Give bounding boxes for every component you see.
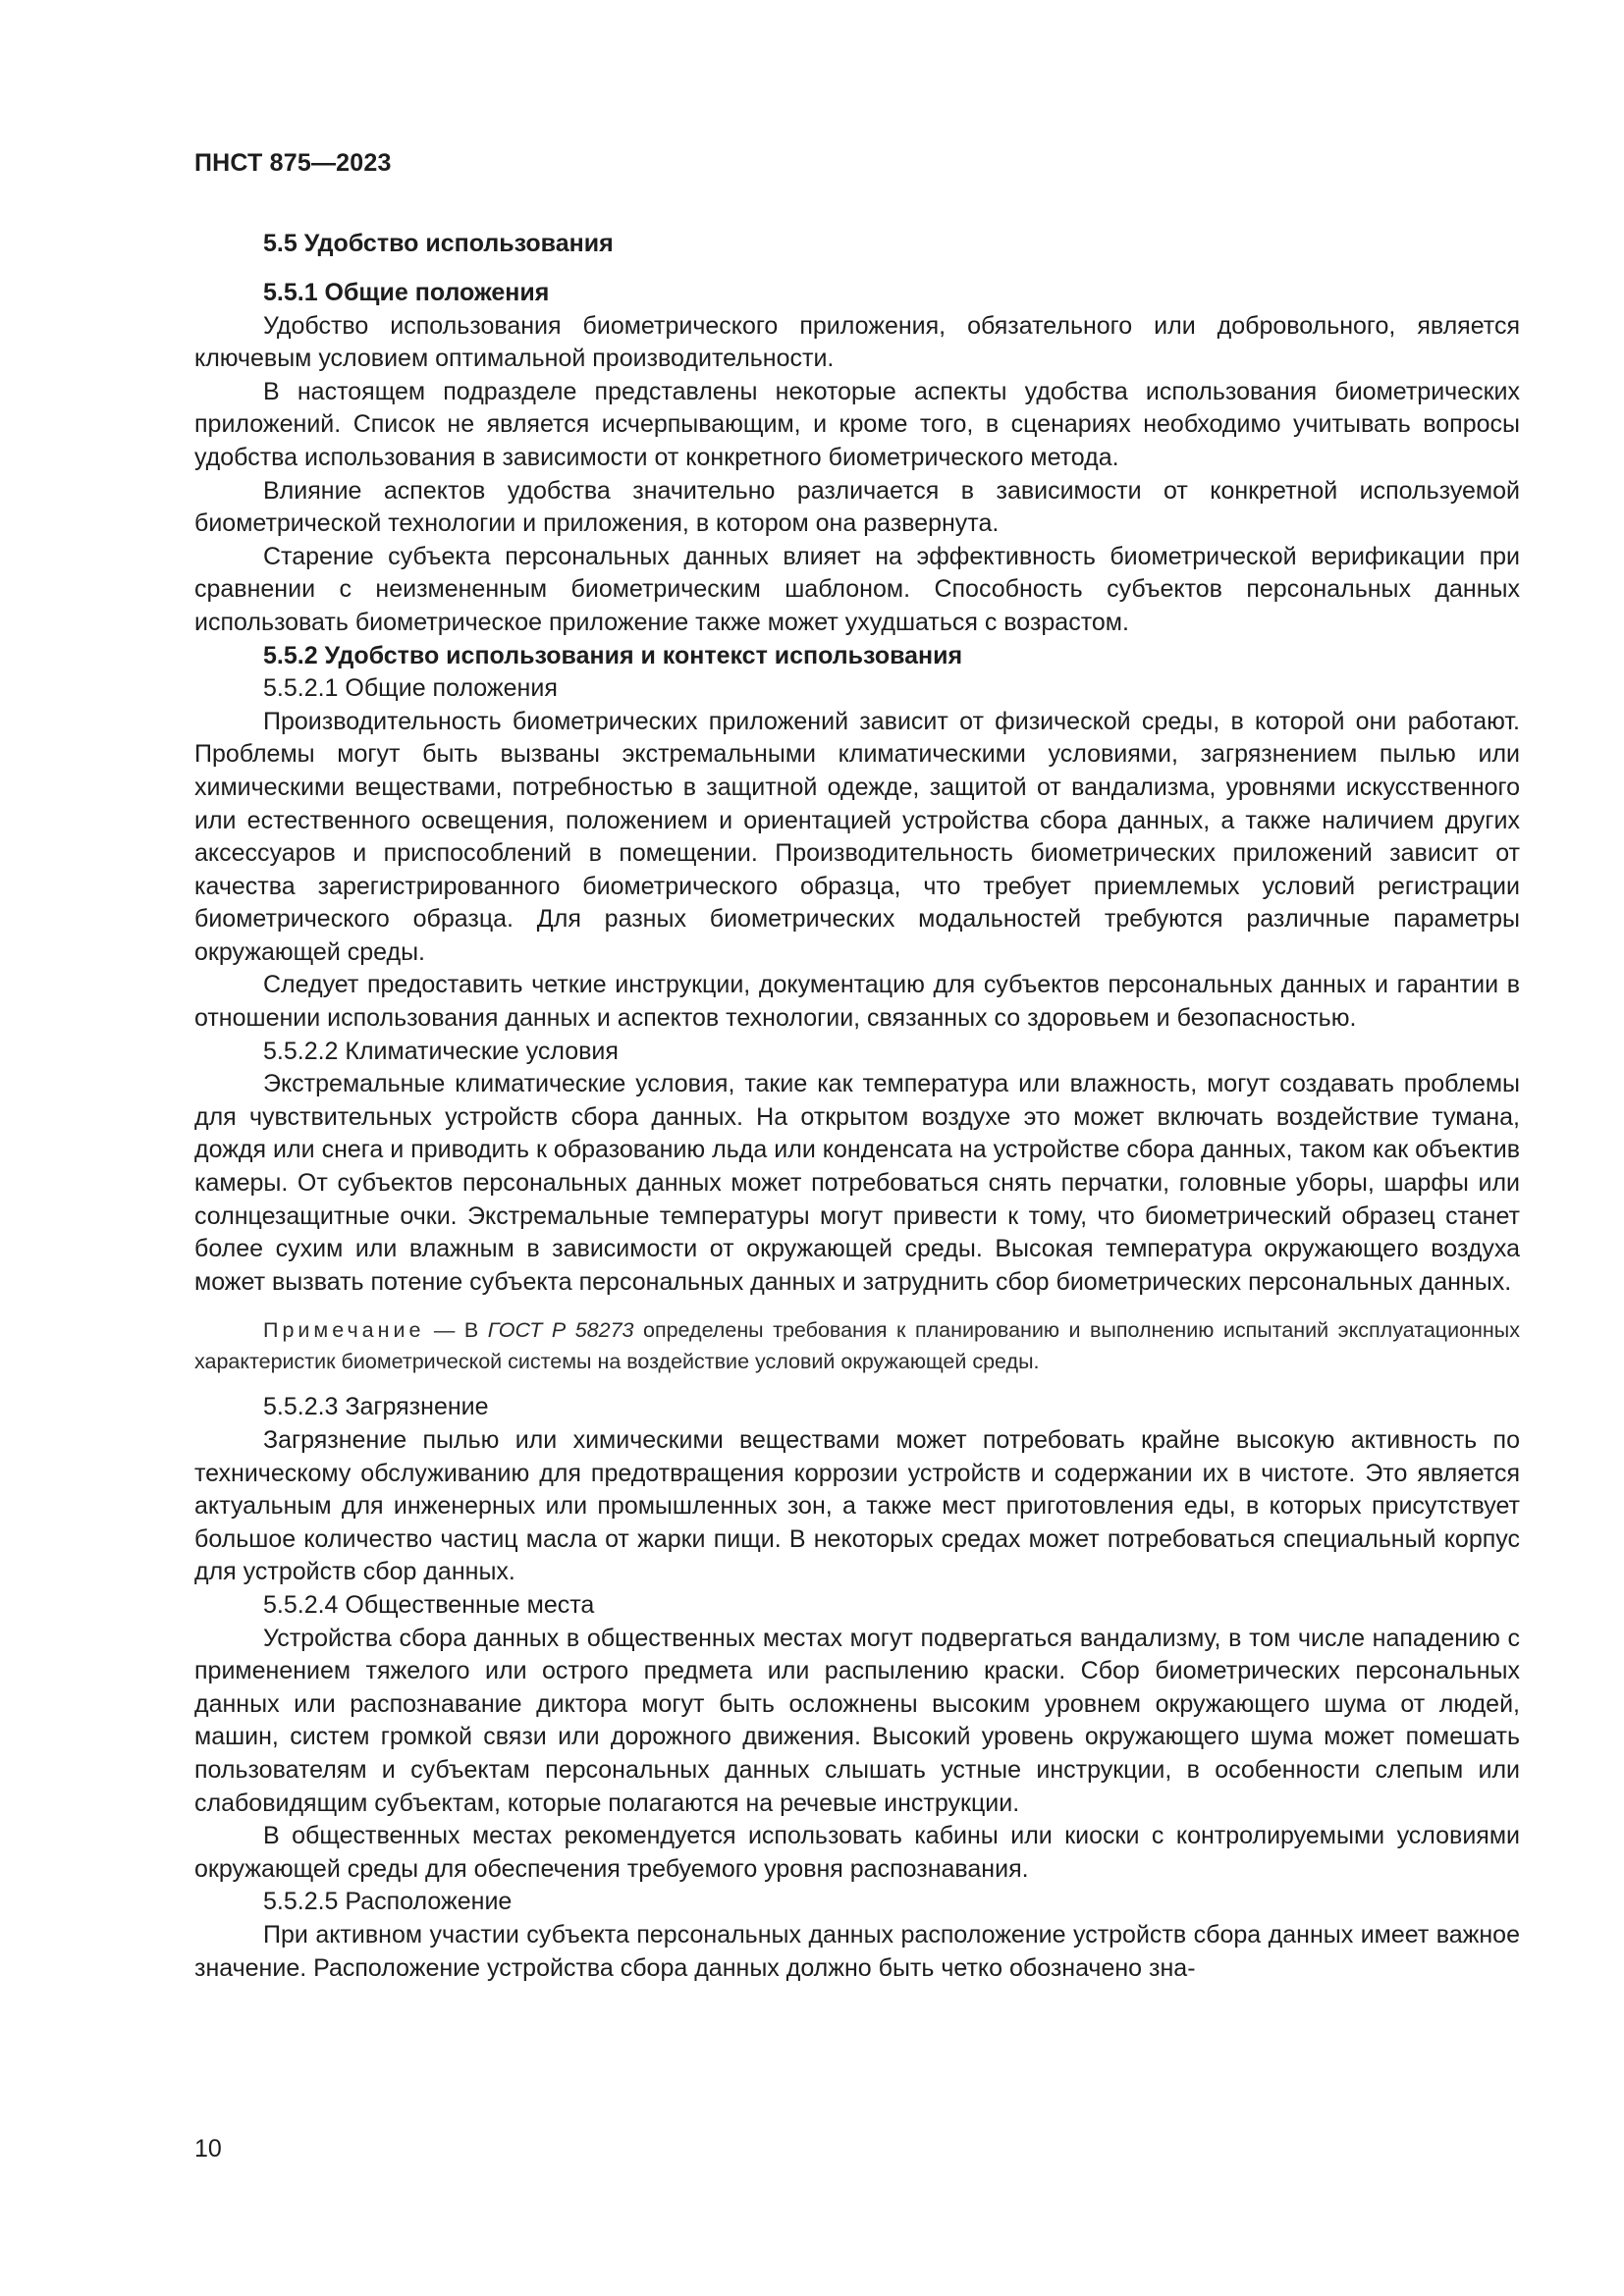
section-5-5-2-5-title: 5.5.2.5 Расположение	[263, 1888, 513, 1916]
document-code: ПНСТ 875—2023	[194, 149, 392, 177]
paragraph: В общественных местах рекомендуется использовать кабины или киоски с контролируемыми условиями окружающей среды для обеспечения требуемого уровня распознавания.	[194, 1822, 1520, 1883]
section-5-5-2-2-title: 5.5.2.2 Климатические условия	[263, 1037, 619, 1065]
paragraph: Экстремальные климатические условия, такие как температура или влажность, могут создавать проблемы для чувствительных устройств сбора данных. На открытом воздухе это может включать воздействие тумана, дождя или снега и приводить к образованию льда или конденсата на устройстве сбора данных, таком как объектив камеры. От субъектов персональных данных может потребоваться снять перчатки, головные уборы, шарфы или солнцезащитные очки. Экстремальные температуры могут привести к тому, что биометрический образец станет более сухим или влажным в зависимости от окружающей среды. Высокая температура окружающего воздуха может вызвать потение субъекта персональных данных и затруднить сбор биометрических персональных данных.	[194, 1070, 1520, 1296]
paragraph: При активном участии субъекта персональных данных расположение устройств сбора данных имеет важное значение. Расположение устройства сбора данных должно быть четко обозначено зна-	[194, 1920, 1520, 1982]
section-5-5-1-title: 5.5.1 Общие положения	[263, 279, 550, 306]
note-label: Примечание	[263, 1318, 425, 1343]
paragraph: Влияние аспектов удобства значительно различается в зависимости от конкретной используемой биометрической технологии и приложения, в котором она развернута.	[194, 476, 1520, 538]
note-text: определены требования к планированию и выполнению испытаний эксплуатационных характеристик биометрической системы на воздействие условий окружающей среды.	[194, 1318, 1521, 1374]
paragraph: Производительность биометрических приложений зависит от физической среды, в которой они работают. Проблемы могут быть вызваны экстремальными климатическими условиями, загрязнением пылью или химическими веществами, потребностью в защитной одежде, защитой от вандализма, уровнями искусственного или естественного освещения, положением и ориентацией устройства сбора данных, а также наличием других аксессуаров и приспособлений в помещении. Производительность биометрических приложений зависит от качества зарегистрированного биометрического образца, что требует приемлемых условий регистрации биометрического образца. Для разных биометрических модальностей требуются различные параметры окружающей среды.	[194, 707, 1520, 966]
paragraph: Устройства сбора данных в общественных местах могут подвергаться вандализму, в том числе нападению с применением тяжелого или острого предмета или распылению краски. Сбор биометрических персональных данных или распознавание диктора могут быть осложнены высоким уровнем окружающего шума от людей, машин, систем громкой связи или дорожного движения. Высокий уровень окружающего шума может помешать пользователям и субъектам персональных данных слышать устные инструкции, в особенности слепым или слабовидящим субъектам, которые полагаются на речевые инструкции.	[194, 1624, 1520, 1817]
note-dash: — В	[424, 1318, 488, 1343]
section-5-5-2-title: 5.5.2 Удобство использования и контекст использования	[263, 641, 963, 669]
section-5-5-2-3-title: 5.5.2.3 Загрязнение	[263, 1393, 489, 1421]
section-5-5-2-4-title: 5.5.2.4 Общественные места	[263, 1590, 595, 1619]
section-5-5-2-1-title: 5.5.2.1 Общие положения	[263, 674, 558, 703]
note-standard-reference: ГОСТ Р 58273	[487, 1318, 634, 1343]
note	[194, 1314, 1520, 1377]
document-body	[194, 224, 1520, 1985]
paragraph: Удобство использования биометрического приложения, обязательного или добровольного, является ключевым условием оптимальной производительности.	[194, 311, 1520, 373]
page-number: 10	[194, 2135, 222, 2163]
section-5-5-title: 5.5 Удобство использования	[263, 230, 614, 257]
paragraph: Следует предоставить четкие инструкции, документацию для субъектов персональных данных и гарантии в отношении использования данных и аспектов технологии, связанных со здоровьем и безопасностью.	[194, 971, 1520, 1033]
paragraph: Старение субъекта персональных данных влияет на эффективность биометрической верификации при сравнении с неизмененным биометрическим шаблоном. Способность субъектов персональных данных использовать биометрическое приложение также может ухудшаться с возрастом.	[194, 542, 1520, 636]
paragraph: Загрязнение пылью или химическими веществами может потребовать крайне высокую активность по техническому обслуживанию для предотвращения коррозии устройств и содержании их в чистоте. Это является актуальным для инженерных или промышленных зон, а также мест приготовления еды, в которых присутствует большое количество частиц масла от жарки пищи. В некоторых средах может потребоваться специальный корпус для устройств сбор данных.	[194, 1426, 1520, 1586]
paragraph: В настоящем подразделе представлены некоторые аспекты удобства использования биометрических приложений. Список не является исчерпывающим, и кроме того, в сценариях необходимо учитывать вопросы удобства использования в зависимости от конкретного биометрического метода.	[194, 377, 1520, 471]
